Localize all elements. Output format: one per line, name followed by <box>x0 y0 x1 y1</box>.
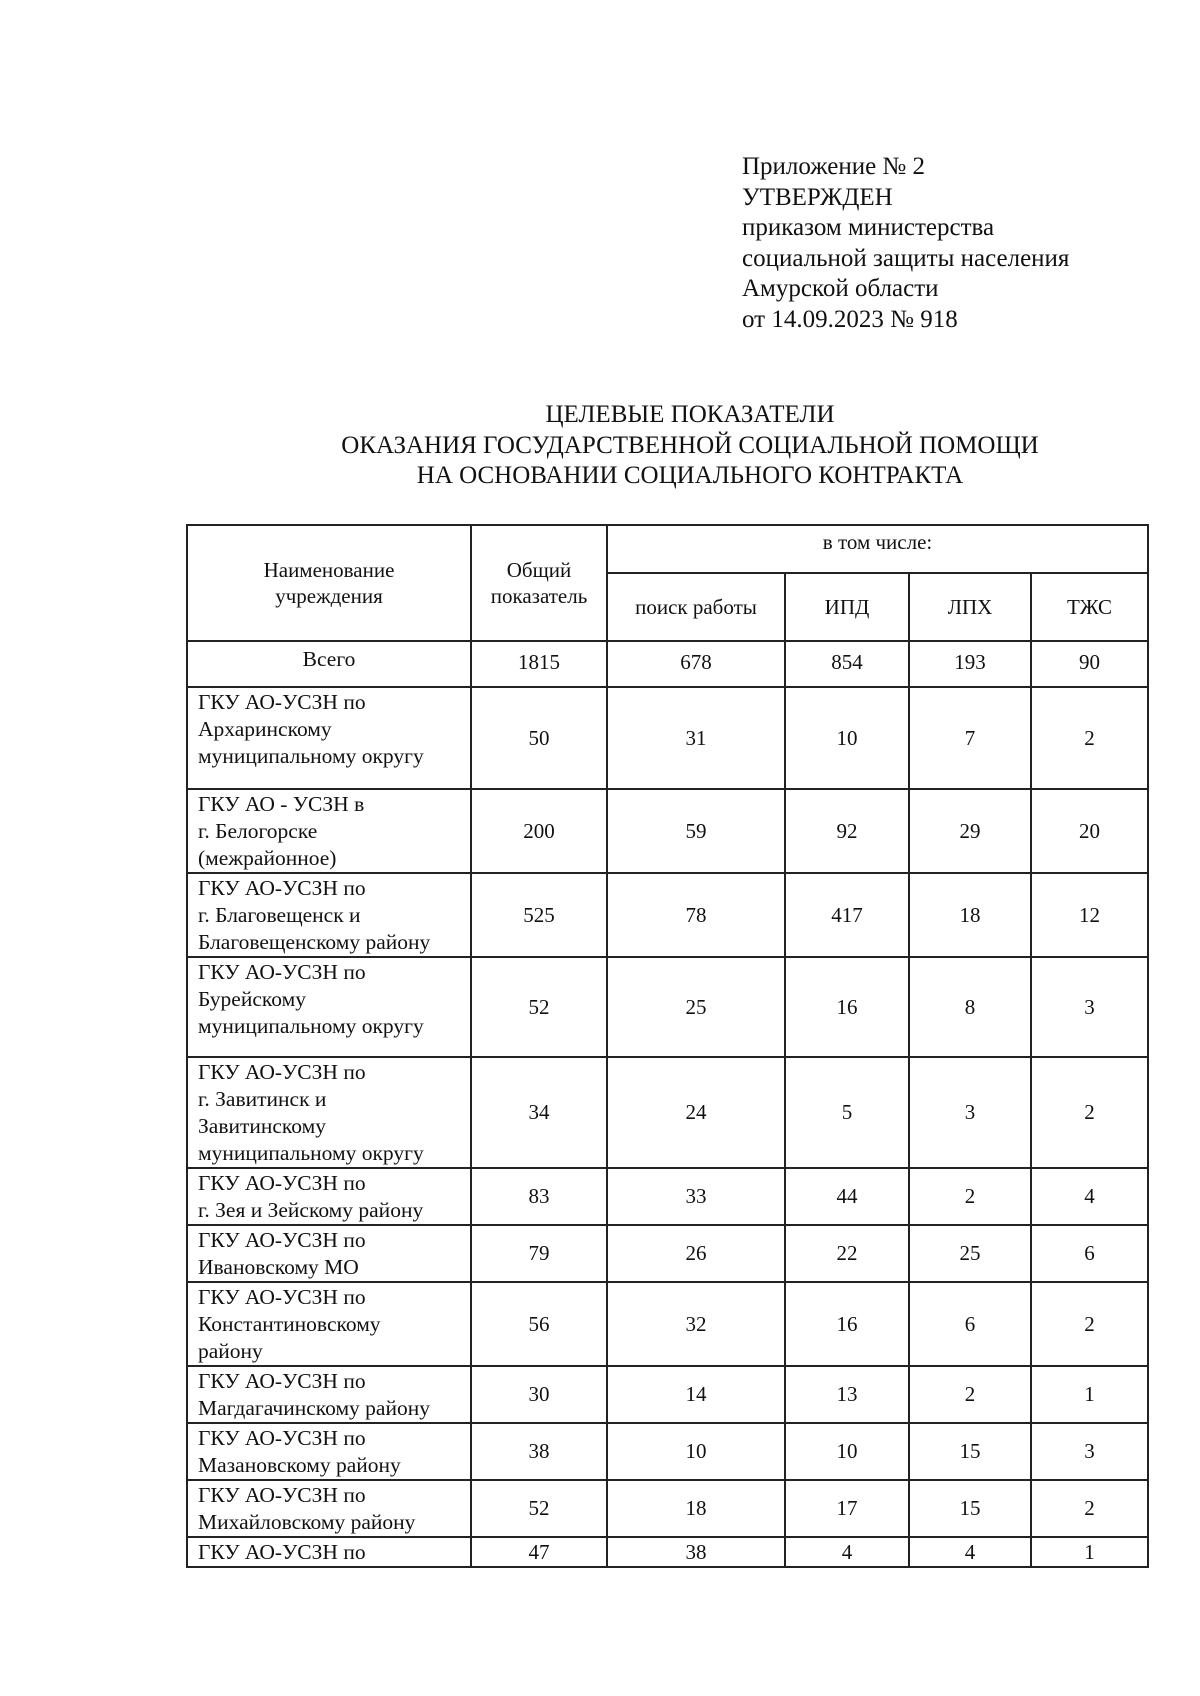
total-value: 200 <box>471 789 607 873</box>
total-value: 30 <box>471 1366 607 1423</box>
table-row <box>187 1168 1148 1225</box>
lph-value: 15 <box>909 1480 1031 1537</box>
job-search-value: 10 <box>607 1423 785 1480</box>
tzhs-value: 3 <box>1031 957 1148 1057</box>
institution-name-cell <box>187 789 471 873</box>
header-text: Наименование <box>263 558 395 582</box>
lph-value: 2 <box>909 1366 1031 1423</box>
document-title <box>190 400 1190 492</box>
institution-name-line: Мазановскому району <box>198 1453 401 1477</box>
institution-name-line: ГКУ АО-УСЗН по <box>198 690 366 714</box>
institution-name-line: Ивановскому МО <box>198 1255 359 1279</box>
table-row <box>187 789 1148 873</box>
table-row <box>187 1057 1148 1168</box>
institution-name-cell <box>187 873 471 957</box>
institution-name-line: муниципальному округу <box>198 1014 424 1038</box>
lph-value: 6 <box>909 1282 1031 1366</box>
header-ipd: ИПД <box>785 573 909 641</box>
total-row <box>187 641 1148 687</box>
institution-name-line: Благовещенскому району <box>198 930 431 954</box>
institution-name-line: ГКУ АО-УСЗН по <box>198 1171 366 1195</box>
ipd-value: 5 <box>785 1057 909 1168</box>
tzhs-value: 1 <box>1031 1366 1148 1423</box>
lph-value: 18 <box>909 873 1031 957</box>
tzhs-value: 6 <box>1031 1225 1148 1282</box>
tzhs-value: 2 <box>1031 1282 1148 1366</box>
table-row <box>187 873 1148 957</box>
tzhs-value: 90 <box>1031 641 1148 687</box>
institution-name-line: Всего <box>302 647 356 671</box>
total-value: 79 <box>471 1225 607 1282</box>
lph-value: 193 <box>909 641 1031 687</box>
institution-name-line: ГКУ АО-УСЗН по <box>198 1426 366 1450</box>
institution-name-cell <box>187 1057 471 1168</box>
header-job-search: поиск работы <box>607 573 785 641</box>
institution-name-line: Архаринскому <box>198 717 332 741</box>
tzhs-value: 3 <box>1031 1423 1148 1480</box>
lph-value: 4 <box>909 1537 1031 1567</box>
institution-name-cell <box>187 641 471 687</box>
table-row <box>187 1366 1148 1423</box>
targets-table <box>186 524 1149 1568</box>
lph-value: 3 <box>909 1057 1031 1168</box>
total-value: 525 <box>471 873 607 957</box>
total-value: 38 <box>471 1423 607 1480</box>
job-search-value: 33 <box>607 1168 785 1225</box>
job-search-value: 31 <box>607 687 785 789</box>
institution-name-cell <box>187 1168 471 1225</box>
institution-name-cell <box>187 1282 471 1366</box>
title-line: ЦЕЛЕВЫЕ ПОКАЗАТЕЛИ <box>545 401 835 428</box>
institution-name-line: ГКУ АО-УСЗН по <box>198 960 366 984</box>
job-search-value: 25 <box>607 957 785 1057</box>
institution-name-line: ГКУ АО-УСЗН по <box>198 1369 366 1393</box>
header-total <box>471 525 607 641</box>
approval-line: приказом министерства <box>742 214 995 241</box>
institution-name-line: Михайловскому району <box>198 1510 416 1534</box>
institution-name-line: г. Зея и Зейскому району <box>198 1198 424 1222</box>
job-search-value: 59 <box>607 789 785 873</box>
institution-name-line: району <box>198 1339 263 1363</box>
institution-name-cell <box>187 687 471 789</box>
institution-name-line: ГКУ АО-УСЗН по <box>198 876 366 900</box>
ipd-value: 854 <box>785 641 909 687</box>
lph-value: 25 <box>909 1225 1031 1282</box>
institution-name-cell <box>187 1480 471 1537</box>
tzhs-value: 20 <box>1031 789 1148 873</box>
total-value: 50 <box>471 687 607 789</box>
institution-name-line: (межрайонное) <box>198 846 337 870</box>
table-header <box>187 525 1148 641</box>
lph-value: 2 <box>909 1168 1031 1225</box>
ipd-value: 4 <box>785 1537 909 1567</box>
appendix-number: Приложение № 2 <box>742 153 926 180</box>
approval-line: социальной защиты населения <box>742 244 1070 272</box>
header-text: Общий <box>506 558 572 582</box>
total-value: 52 <box>471 1480 607 1537</box>
institution-name-line: муниципальному округу <box>198 744 424 768</box>
table-row <box>187 1537 1148 1567</box>
title-line: НА ОСНОВАНИИ СОЦИАЛЬНОГО КОНТРАКТА <box>416 462 964 489</box>
table-row <box>187 1423 1148 1480</box>
institution-name-line: ГКУ АО-УСЗН по <box>198 1483 366 1507</box>
ipd-value: 22 <box>785 1225 909 1282</box>
header-including: в том числе: <box>607 525 1148 573</box>
ipd-value: 16 <box>785 957 909 1057</box>
institution-name-line: ГКУ АО-УСЗН по <box>198 1060 366 1084</box>
ipd-value: 417 <box>785 873 909 957</box>
ipd-value: 17 <box>785 1480 909 1537</box>
institution-name-line: ГКУ АО - УСЗН в <box>198 792 365 816</box>
tzhs-value: 2 <box>1031 1057 1148 1168</box>
job-search-value: 24 <box>607 1057 785 1168</box>
lph-value: 8 <box>909 957 1031 1057</box>
header-text: показатель <box>490 584 588 608</box>
lph-value: 7 <box>909 687 1031 789</box>
institution-name-cell <box>187 1423 471 1480</box>
institution-name-line: Завитинскому <box>198 1114 326 1138</box>
total-value: 47 <box>471 1537 607 1567</box>
table-row <box>187 957 1148 1057</box>
tzhs-value: 1 <box>1031 1537 1148 1567</box>
approval-date: от 14.09.2023 № 918 <box>742 305 958 333</box>
job-search-value: 38 <box>607 1537 785 1567</box>
approval-stamp <box>742 152 1162 335</box>
job-search-value: 14 <box>607 1366 785 1423</box>
approved-label: УТВЕРЖДЕН <box>742 183 893 211</box>
institution-name-line: ГКУ АО-УСЗН по <box>198 1285 366 1309</box>
tzhs-value: 12 <box>1031 873 1148 957</box>
institution-name-line: ГКУ АО-УСЗН по <box>198 1228 366 1252</box>
ipd-value: 92 <box>785 789 909 873</box>
ipd-value: 13 <box>785 1366 909 1423</box>
header-row <box>187 525 1148 573</box>
job-search-value: 18 <box>607 1480 785 1537</box>
table-body <box>187 641 1148 1567</box>
tzhs-value: 2 <box>1031 687 1148 789</box>
table-row <box>187 687 1148 789</box>
total-value: 52 <box>471 957 607 1057</box>
institution-name-line: г. Благовещенск и <box>198 903 361 927</box>
institution-name-cell <box>187 1537 471 1567</box>
table-row <box>187 1282 1148 1366</box>
institution-name-line: Константиновскому <box>198 1312 381 1336</box>
ipd-value: 16 <box>785 1282 909 1366</box>
job-search-value: 678 <box>607 641 785 687</box>
approval-line: Амурской области <box>742 275 939 302</box>
institution-name-line: Бурейскому <box>198 987 306 1011</box>
tzhs-value: 2 <box>1031 1480 1148 1537</box>
institution-name-line: г. Белогорске <box>198 819 318 843</box>
header-lph: ЛПХ <box>909 573 1031 641</box>
ipd-value: 10 <box>785 687 909 789</box>
table-row <box>187 1225 1148 1282</box>
job-search-value: 26 <box>607 1225 785 1282</box>
total-value: 83 <box>471 1168 607 1225</box>
job-search-value: 78 <box>607 873 785 957</box>
header-institution-name <box>187 525 471 641</box>
institution-name-cell <box>187 1225 471 1282</box>
title-line: ОКАЗАНИЯ ГОСУДАРСТВЕННОЙ СОЦИАЛЬНОЙ ПОМОЩИ <box>341 431 1039 459</box>
lph-value: 29 <box>909 789 1031 873</box>
total-value: 1815 <box>471 641 607 687</box>
institution-name-cell <box>187 1366 471 1423</box>
lph-value: 15 <box>909 1423 1031 1480</box>
total-value: 34 <box>471 1057 607 1168</box>
total-value: 56 <box>471 1282 607 1366</box>
institution-name-line: муниципальному округу <box>198 1141 424 1165</box>
job-search-value: 32 <box>607 1282 785 1366</box>
institution-name-line: Магдагачинскому району <box>198 1396 430 1420</box>
institution-name-cell <box>187 957 471 1057</box>
institution-name-line: ГКУ АО-УСЗН по <box>198 1540 366 1564</box>
ipd-value: 10 <box>785 1423 909 1480</box>
header-text: учреждения <box>275 584 383 608</box>
ipd-value: 44 <box>785 1168 909 1225</box>
institution-name-line: г. Завитинск и <box>198 1087 327 1111</box>
tzhs-value: 4 <box>1031 1168 1148 1225</box>
table-row <box>187 1480 1148 1537</box>
header-tzhs: ТЖС <box>1031 573 1148 641</box>
